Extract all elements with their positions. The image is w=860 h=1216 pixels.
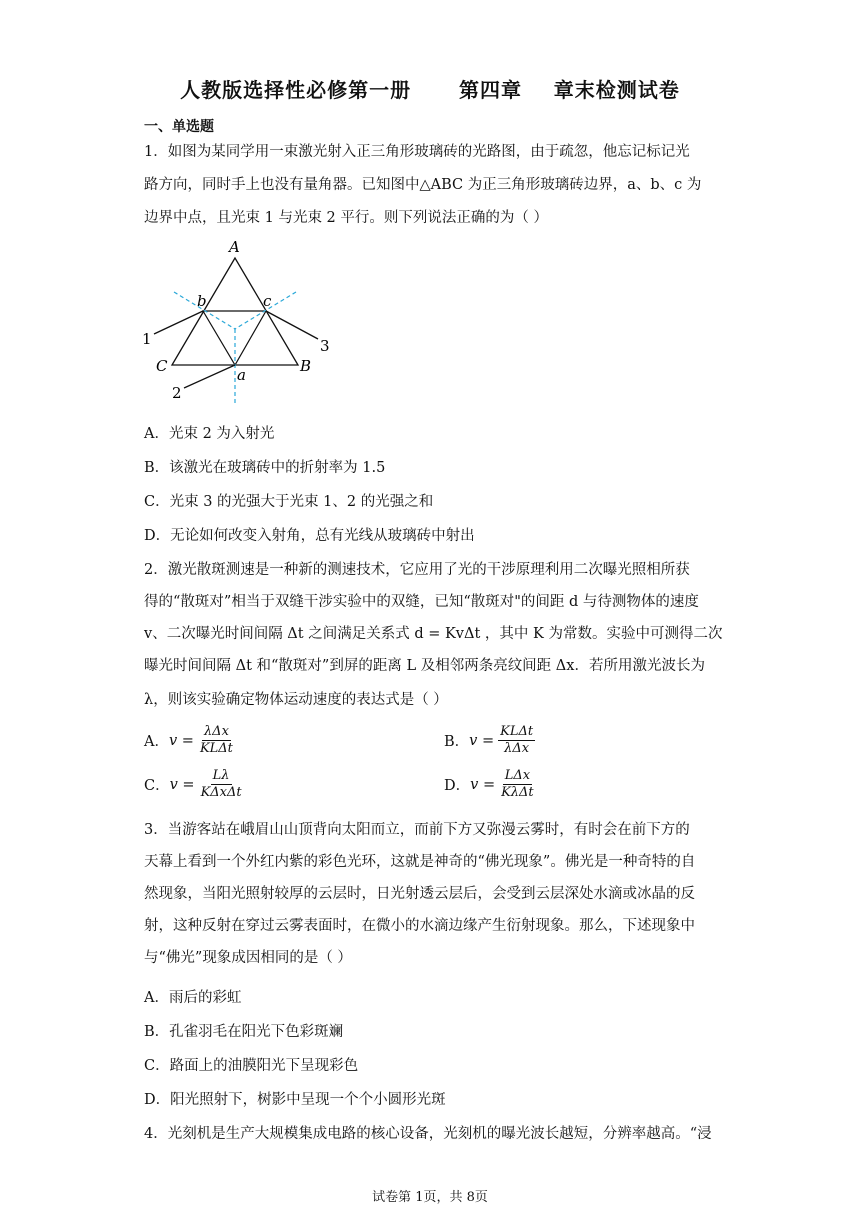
q2-option-c	[144, 768, 244, 801]
q2-option-d-veq: v =	[470, 776, 496, 793]
page-footer: 试卷第 1页，共 8页	[372, 1190, 488, 1205]
q2-option-c-num: Lλ	[212, 768, 230, 783]
q2-option-a-num: λΔx	[203, 724, 229, 739]
label-C: C	[156, 357, 168, 375]
q1-line-3: 边界中点，且光束 1 与光束 2 平行。则下列说法正确的为（ ）	[144, 210, 548, 226]
q3-option-b: B．孔雀羽毛在阳光下色彩斑斓	[144, 1024, 344, 1040]
q2-option-d-den: KλΔt	[501, 785, 534, 800]
label-b: b	[197, 292, 207, 310]
label-1: 1	[142, 330, 152, 348]
q2-option-d-frac	[499, 768, 536, 801]
q3-line-5: 与“佛光”现象成因相同的是（ ）	[144, 950, 352, 966]
q3-line-3: 然现象，当阳光照射较厚的云层时，日光射透云层后，会受到云层深处水滴或冰晶的反	[144, 886, 695, 902]
beam-2	[184, 365, 235, 388]
q3-line-4: 射，这种反射在穿过云雾表面时，在微小的水滴边缘产生衍射现象。那么，下述现象中	[144, 918, 695, 934]
q1-option-d: D．无论如何改变入射角，总有光线从玻璃砖中射出	[144, 528, 475, 544]
q1-option-a: A．光束 2 为入射光	[144, 426, 275, 442]
q2-option-c-den: KΔxΔt	[200, 785, 242, 800]
label-a: a	[237, 366, 246, 384]
q3-line-1: 3．当游客站在峨眉山山顶背向太阳而立，而前下方又弥漫云雾时，有时会在前下方的	[144, 822, 690, 838]
q2-option-d-label: D．	[444, 778, 471, 794]
q2-option-a-veq: v =	[168, 732, 194, 749]
q1-figure	[140, 236, 340, 408]
label-c: c	[263, 292, 272, 310]
q2-option-c-label: C．	[144, 778, 170, 794]
label-B: B	[300, 357, 312, 375]
q2-option-b-veq: v =	[469, 732, 495, 749]
q2-option-a-frac	[198, 724, 235, 757]
q2-option-b	[444, 724, 535, 757]
q1-line-1: 1．如图为某同学用一束激光射入正三角形玻璃砖的光路图，由于疏忽，他忘记标记光	[144, 144, 690, 160]
beam-1	[154, 311, 203, 334]
q2-option-a-label: A．	[144, 734, 169, 750]
q3-option-c: C．路面上的油膜阳光下呈现彩色	[144, 1058, 359, 1074]
q2-line-2: 得的“散斑对”相当于双缝干涉实验中的双缝，已知“散斑对"的间距 d 与待测物体的速度	[144, 594, 699, 610]
q3-option-d: D．阳光照射下，树影中呈现一个个小圆形光斑	[144, 1092, 446, 1108]
q1-option-b: B．该激光在玻璃砖中的折射率为 1.5	[144, 460, 386, 476]
q2-option-b-num: KLΔt	[500, 724, 534, 739]
q3-line-2: 天幕上看到一个外红内紫的彩色光环，这就是神奇的“佛光现象”。佛光是一种奇特的自	[144, 854, 696, 870]
q2-option-b-label: B．	[444, 734, 470, 750]
q2-option-b-den: λΔx	[504, 741, 530, 756]
q2-option-c-frac	[199, 768, 244, 801]
label-3: 3	[320, 337, 330, 355]
q4-line-1: 4．光刻机是生产大规模集成电路的核心设备，光刻机的曝光波长越短，分辨率越高。“浸	[144, 1126, 712, 1142]
q2-line-1: 2．激光散斑测速是一种新的测速技术，它应用了光的干涉原理利用二次曝光照相所获	[144, 562, 690, 578]
q2-line-3: v、二次曝光时间间隔 Δt 之间满足关系式 d = KvΔt ，其中 K 为常数。实验中可测得二次	[144, 626, 723, 642]
q2-option-c-veq: v =	[169, 776, 195, 793]
q2-line-4: 曝光时间间隔 Δt 和“散斑对”到屏的距离 L 及相邻两条亮纹间距 Δx．若所用激光波长为	[144, 658, 705, 674]
q1-line-2: 路方向，同时手上也没有量角器。已知图中△ABC 为正三角形玻璃砖边界，a、b、c 为	[144, 177, 702, 193]
label-2: 2	[172, 384, 182, 402]
section-heading: 一、单选题	[144, 119, 214, 135]
q2-option-d	[444, 768, 536, 801]
page-title: 人教版选择性必修第一册 第四章 章末检测试卷	[180, 78, 680, 102]
q2-line-5: λ，则该实验确定物体运动速度的表达式是（ ）	[144, 692, 448, 708]
q2-option-a-den: KLΔt	[199, 741, 233, 756]
q1-option-c: C．光束 3 的光强大于光束 1、2 的光强之和	[144, 494, 434, 510]
q2-option-b-frac	[498, 724, 535, 757]
label-A: A	[229, 238, 240, 256]
q2-option-d-num: LΔx	[504, 768, 531, 783]
q2-option-a	[144, 724, 235, 757]
q3-option-a: A．雨后的彩虹	[144, 990, 242, 1006]
